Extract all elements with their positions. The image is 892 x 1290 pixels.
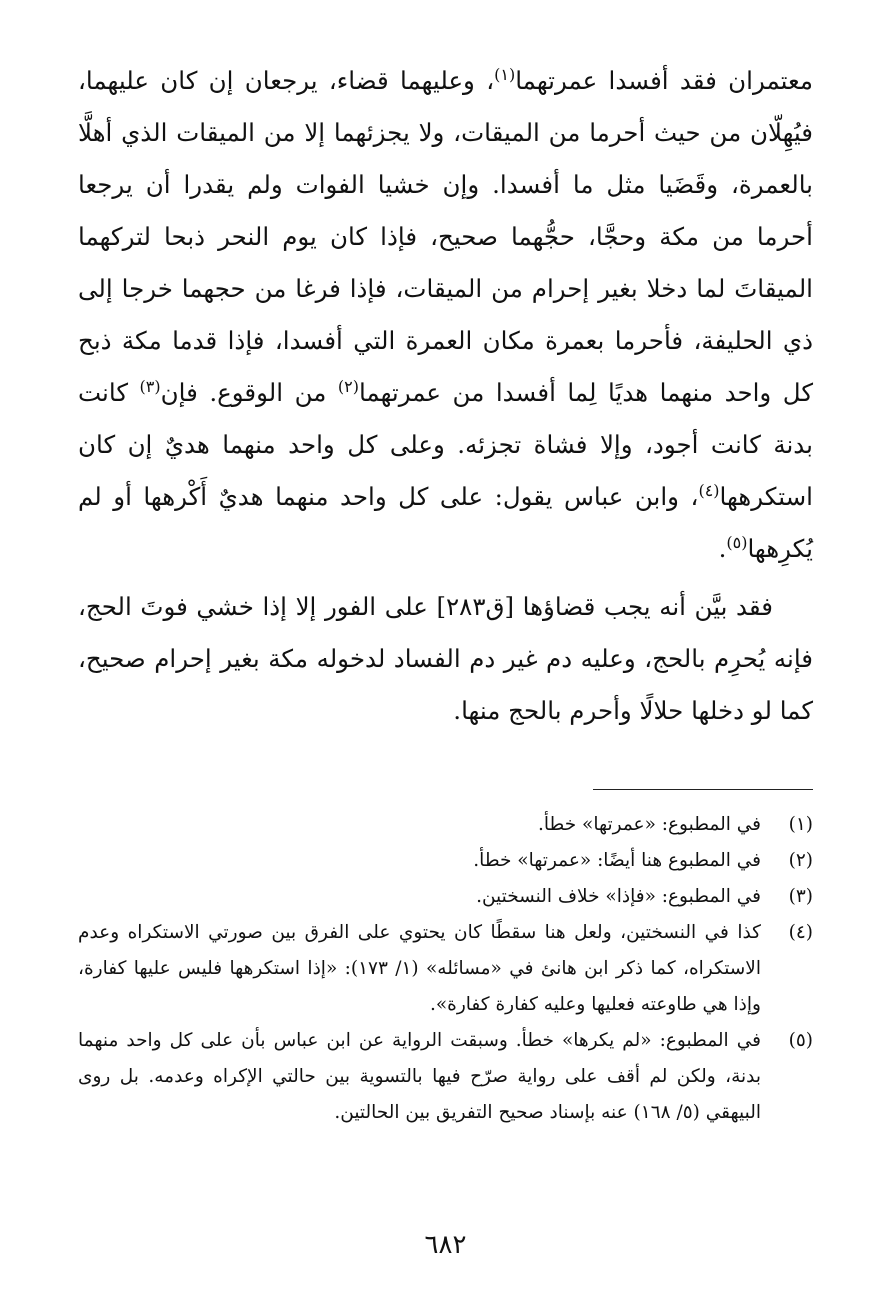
footnote-text: في المطبوع هنا أيضًا: «عمرتها» خطأ. xyxy=(473,850,761,871)
paragraph-1 xyxy=(78,55,813,575)
footnote-separator xyxy=(593,789,813,790)
footnote-1 xyxy=(78,807,813,843)
footnote-3 xyxy=(78,879,813,915)
footnotes xyxy=(78,807,813,1131)
text-run: كانت بدنة كانت أجود، وإلا فشاة تجزئه. وعلى كل واحد منهما هديٌ إن كان استكرهها xyxy=(78,378,813,511)
book-page xyxy=(78,55,813,1260)
text-run: . xyxy=(718,534,727,563)
footnote-marker: (٣) xyxy=(139,376,161,396)
footnote-number: (٥) xyxy=(788,1030,813,1051)
footnote-5 xyxy=(78,1023,813,1131)
footnote-number: (٤) xyxy=(788,922,813,943)
main-text xyxy=(78,55,813,737)
text-run: ، وعليهما قضاء، يرجعان إن كان عليهما، فيُهِلّان من حيث أحرما من الميقات، ولا يجزئهما إلا من الميقات الذي أهلَّا بالعمرة، وقَضَيا مثل ما أفسدا. وإن خشيا الفوات ولم يقدرا أن يرجعا أحرما من مكة وحجَّا، حجُّهما صحيح، فإذا كان يوم النحر ذبحا لتركهما الميقاتَ لما دخلا بغير إحرام من الميقات، فإذا فرغا من حجهما خرجا إلى ذي الحليفة، فأحرما بعمرة مكان العمرة التي أفسدا، فإذا قدما مكة ذبح كل واحد منهما هديًا لِما أفسدا من عمرتهما xyxy=(78,66,813,407)
footnote-text: في المطبوع: «عمرتها» خطأ. xyxy=(538,814,761,835)
footnote-marker: (٤) xyxy=(698,480,720,500)
footnote-text: كذا في النسختين، ولعل هنا سقطًا كان يحتوي على الفرق بين صورتي الاستكراه وعدم الاستكراه، كما ذكر ابن هانئ في «مسائله» (١/ ١٧٣): «إذا استكرهها فليس عليها كفارة، وإذا هي طاوعته فعليها وعليه كفارة كفارة». xyxy=(78,922,761,1015)
text-run: ، وابن عباس يقول: على كل واحد منهما هديٌ أَكْرهها أو لم يُكرِهها xyxy=(78,482,813,563)
footnote-number: (٢) xyxy=(788,850,813,871)
footnote-text: في المطبوع: «فإذا» خلاف النسختين. xyxy=(476,886,761,907)
footnote-marker: (٥) xyxy=(726,532,748,552)
footnote-text: في المطبوع: «لم يكرها» خطأ. وسبقت الرواية عن ابن عباس بأن على كل واحد منهما بدنة، ولكن لم أقف على رواية صرّح فيها بالتسوية بين حالتي الإكراه وعدمه. بل روى البيهقي (٥/ ١٦٨) عنه بإسناد صحيح التفريق بين الحالتين. xyxy=(78,1030,761,1123)
paragraph-2: فقد بيَّن أنه يجب قضاؤها [ق٢٨٣] على الفور إلا إذا خشي فوتَ الحج، فإنه يُحرِم بالحج، وعليه دم غير دم الفساد لدخوله مكة بغير إحرام صحيح، كما لو دخلها حلالًا وأحرم بالحج منها. xyxy=(78,592,813,725)
footnote-number: (١) xyxy=(788,814,813,835)
text-run: من الوقوع. فإن xyxy=(160,378,338,407)
footnote-2 xyxy=(78,843,813,879)
footnote-marker: (٢) xyxy=(337,376,359,396)
footnote-4 xyxy=(78,915,813,1023)
footnote-number: (٣) xyxy=(788,886,813,907)
page-number: ٦٨٢ xyxy=(424,1230,467,1260)
footnote-marker: (١) xyxy=(494,64,516,84)
text-run: معتمران فقد أفسدا عمرتهما xyxy=(515,66,813,95)
